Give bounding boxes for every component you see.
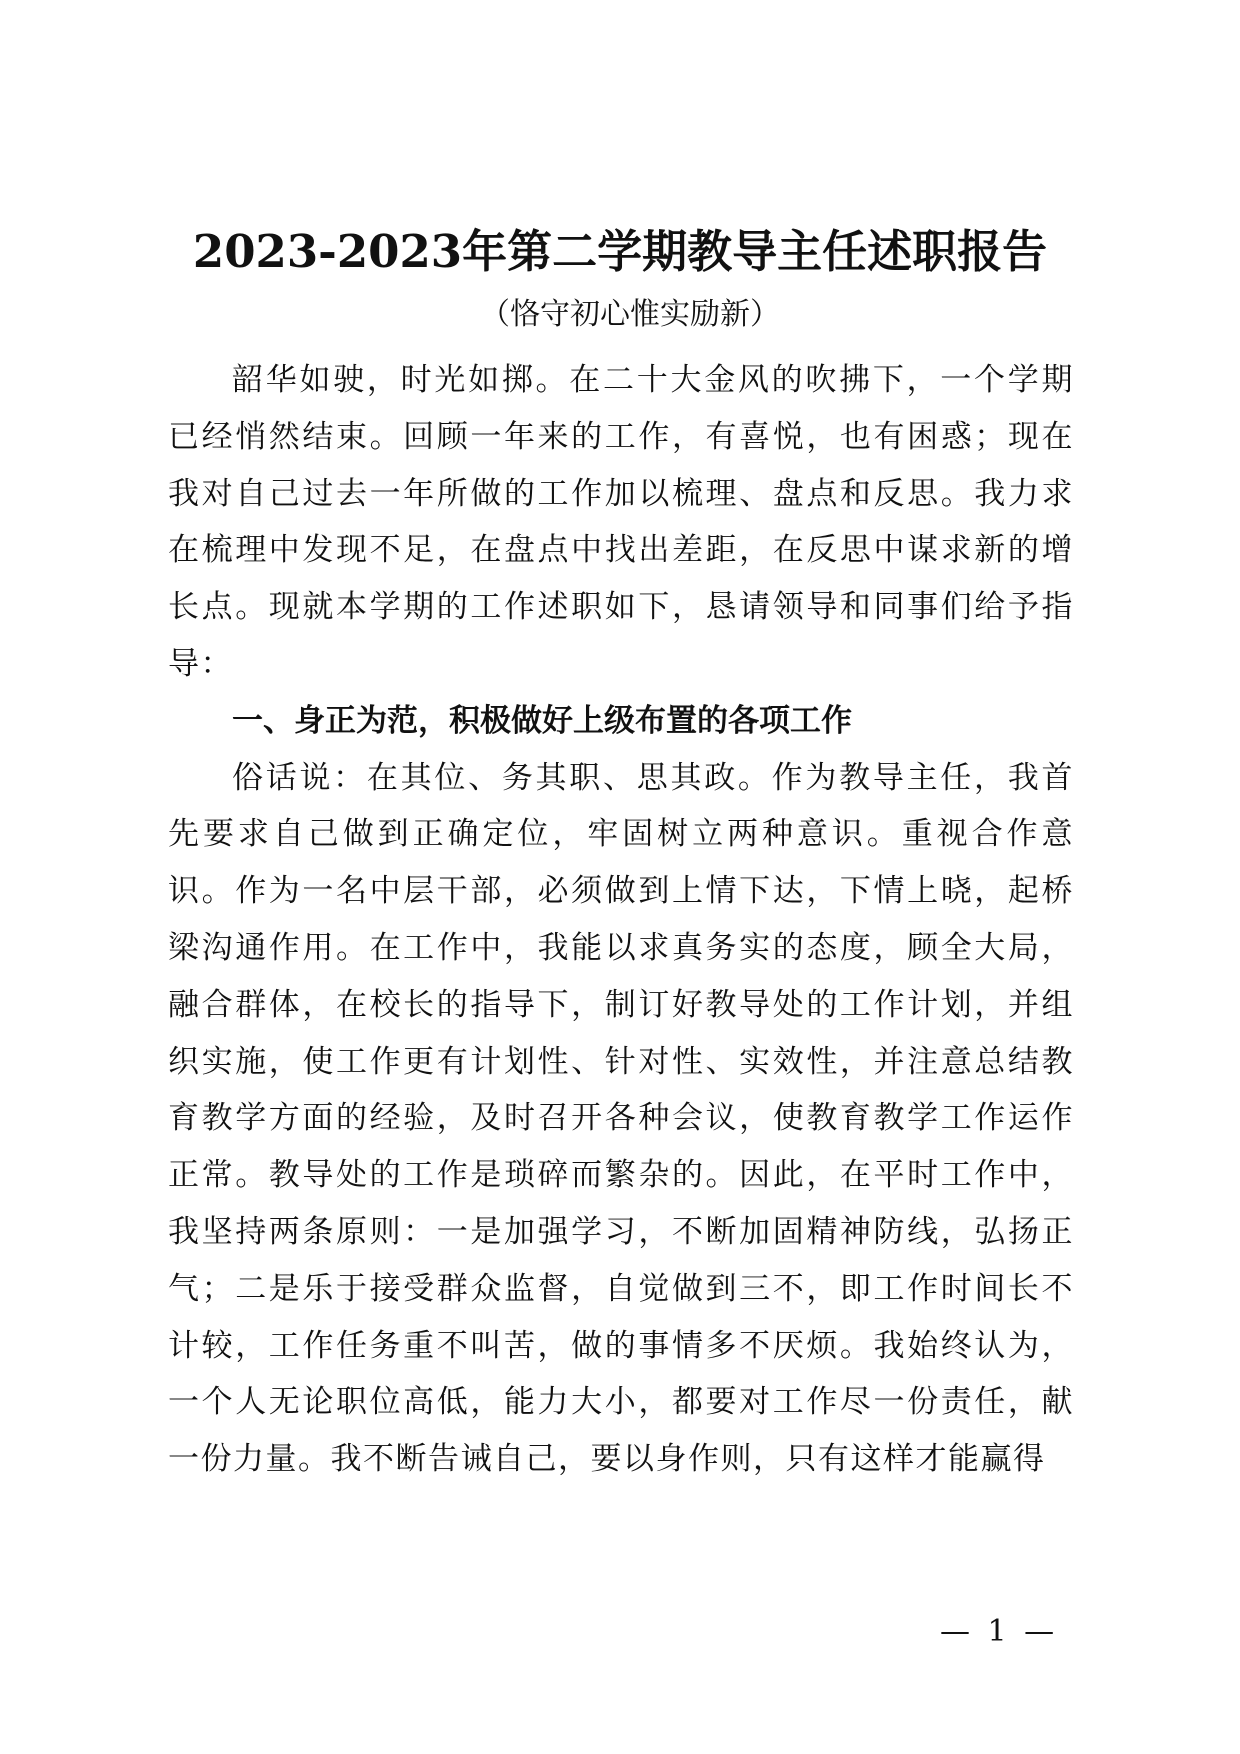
section-heading: 一、身正为范，积极做好上级布置的各项工作 bbox=[232, 702, 852, 739]
section-paragraph: 俗话说：在其位、务其职、思其政。作为教导主任，我首先要求自己做到正确定位，牢固树立两种意识。重视合作意识。作为一名中层干部，必须做到上情下达，下情上晓，起桥梁沟通作用。在工作中，我能以求真务实的态度，顾全大局，融合群体，在校长的指导下，制订好教导处的工作计划，并组织实施，使工作更有计划性、针对性、实效性，并注意总结教育教学方面的经验，及时召开各种会议，使教育教学工作运作正常。教导处的工作是琐碎而繁杂的。因此，在平时工作中，我坚持两条原则：一是加强学习，不断加固精神防线，弘扬正气；二是乐于接受群众监督，自觉做到三不，即工作时间长不计较，工作任务重不叫苦，做的事情多不厌烦。我始终认为，一个人无论职位高低，能力大小，都要对工作尽一份责任，献一份力量。我不断告诫自己，要以身作则，只有这样才能赢得 bbox=[168, 759, 1074, 1478]
intro-paragraph: 韶华如驶，时光如掷。在二十大金风的吹拂下，一个学期已经悄然结束。回顾一年来的工作，有喜悦，也有困惑；现在我对自己过去一年所做的工作加以梳理、盘点和反思。我力求在梳理中发现不足，在盘点中找出差距，在反思中谋求新的增长点。现就本学期的工作述职如下，恳请领导和同事们给予指导： bbox=[168, 362, 1074, 682]
page-number: — 1 — bbox=[940, 1614, 1059, 1649]
document-title: 2023-2023年第二学期教导主任述职报告 bbox=[192, 225, 1048, 278]
document-subtitle: （恪守初心惟实励新） bbox=[480, 297, 780, 332]
document-body bbox=[168, 352, 1074, 1488]
